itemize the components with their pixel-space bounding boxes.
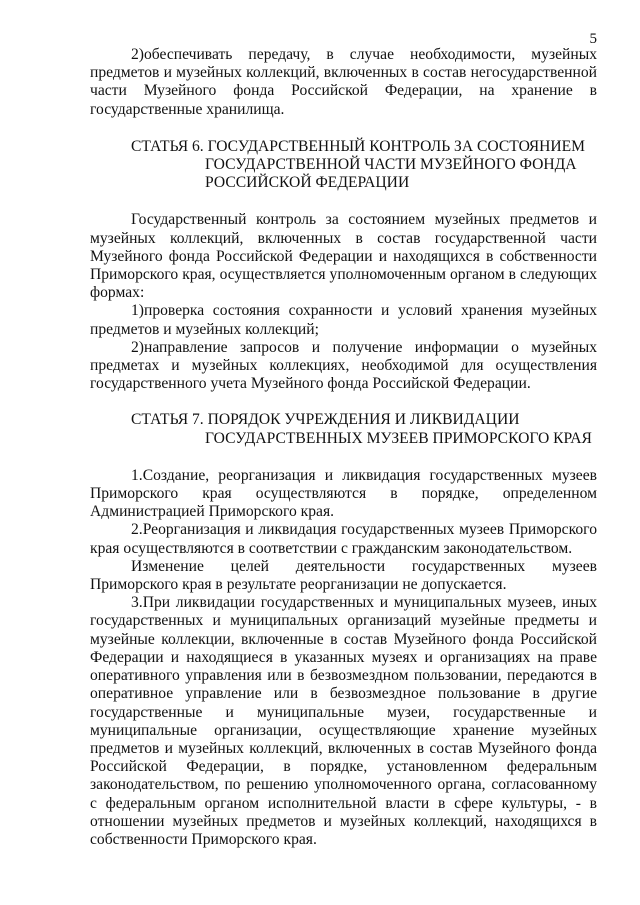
page-number: 5 — [589, 31, 597, 47]
article-7-paragraph: 2.Реорганизация и ликвидация государственных музеев Приморского края осуществляются в соответствии с гражданским законодательством. — [90, 521, 597, 557]
spacer — [90, 119, 597, 138]
article-6-paragraph: 1)проверка состояния сохранности и условий хранения музейных предметов и музейных коллекций; — [90, 302, 597, 338]
article-7-paragraph: 3.При ликвидации государственных и муниципальных музеев, иных государственных и муниципальных организаций музейные предметы и музейные коллекции, включенные в состав Музейного фонда Российской Федерации и находящиеся в указанных музеях и организациях на праве оперативного управления или в безвозмездном пользовании, передаются в оперативное управление или в безвозмездное пользование в другие государственные и муниципальные музеи, государственные и муниципальные организации, осуществляющие хранение музейных предметов и музейных коллекций, включенных в состав Музейного фонда Российской Федерации, в порядке, установленном федеральным законодательством, по решению уполномоченного органа, согласованному с федеральным органом исполнительной власти в сфере культуры, - в отношении музейных предметов и музейных коллекций, находящихся в собственности Приморского края. — [90, 594, 597, 848]
article-7-heading — [90, 411, 597, 447]
article-6-paragraph: Государственный контроль за состоянием музейных предметов и музейных коллекций, включенных в состав государственной части Музейного фонда Российской Федерации и находящихся в собственности Приморского края, осуществляется уполномоченным органом в следующих формах: — [90, 211, 597, 302]
article-6-heading-line-2: ГОСУДАРСТВЕННОЙ ЧАСТИ МУЗЕЙНОГО ФОНДА — [205, 156, 577, 174]
article-7-paragraph: 1.Создание, реорганизация и ликвидация государственных музеев Приморского края осуществляются в порядке, определенном Администрацией Приморского края. — [90, 466, 597, 521]
article-6-heading — [90, 138, 597, 193]
article-6-paragraph: 2)направление запросов и получение информации о музейных предметах и музейных коллекциях, необходимой для осуществления государственного учета Музейного фонда Российской Федерации. — [90, 338, 597, 393]
intro-paragraph: 2)обеспечивать передачу, в случае необходимости, музейных предметов и музейных коллекций, включенных в состав негосударственной части Музейного фонда Российской Федерации, на хранение в государственные хранилища. — [90, 46, 597, 118]
spacer — [90, 448, 597, 467]
article-6-heading-line-1: СТАТЬЯ 6. ГОСУДАРСТВЕННЫЙ КОНТРОЛЬ ЗА СОСТОЯНИЕМ — [131, 137, 586, 155]
spacer — [90, 393, 597, 411]
article-7-heading-line-2: ГОСУДАРСТВЕННЫХ МУЗЕЕВ ПРИМОРСКОГО КРАЯ — [205, 429, 592, 447]
article-7-heading-line-1: СТАТЬЯ 7. ПОРЯДОК УЧРЕЖДЕНИЯ И ЛИКВИДАЦИИ — [131, 411, 520, 429]
spacer — [90, 192, 597, 211]
article-7-paragraph: Изменение целей деятельности государственных музеев Приморского края в результате реорганизации не допускается. — [90, 557, 597, 594]
article-6-heading-line-3: РОССИЙСКОЙ ФЕДЕРАЦИИ — [205, 174, 410, 192]
document-body — [90, 46, 597, 849]
